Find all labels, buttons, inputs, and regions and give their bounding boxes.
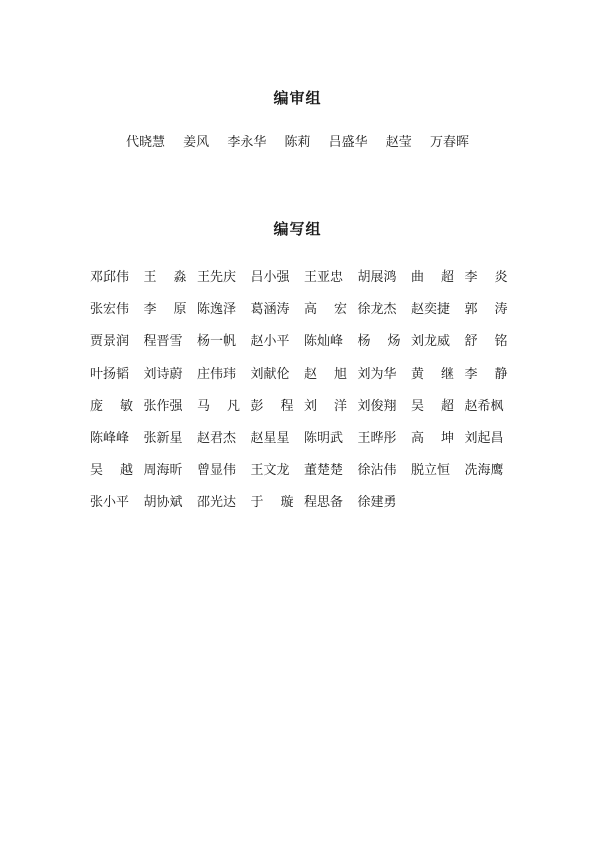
writing-member-grid — [90, 266, 510, 524]
writing-member: 张作强 — [143, 398, 183, 414]
writing-member: 陈峰峰 — [90, 430, 130, 446]
writing-member: 程思备 — [304, 495, 344, 511]
writing-member: 陈明武 — [304, 430, 344, 446]
writing-member: 于 璇 — [250, 495, 294, 511]
writing-member: 胡协斌 — [143, 495, 183, 511]
writing-member: 徐龙杰 — [357, 302, 397, 318]
writing-member: 徐沾伟 — [357, 463, 397, 479]
writing-member: 吴 超 — [411, 398, 454, 414]
writing-member: 吴 越 — [90, 463, 133, 479]
review-member: 李永华 — [227, 135, 267, 150]
writing-group-title: 编写组 — [273, 220, 322, 238]
writing-member: 赵 旭 — [304, 366, 347, 382]
writing-member: 郭 涛 — [464, 302, 508, 318]
writing-member: 刘龙威 — [411, 334, 451, 350]
review-member: 姜风 — [183, 135, 210, 150]
writing-member: 王先庆 — [197, 270, 237, 285]
writing-member: 贾景润 — [90, 334, 130, 350]
writing-member: 陈灿峰 — [304, 334, 344, 350]
writing-member: 徐建勇 — [357, 495, 397, 511]
writing-member: 曾显伟 — [197, 463, 237, 479]
writing-member: 高 宏 — [304, 302, 347, 318]
writing-member: 王亚忠 — [304, 270, 344, 285]
writing-member: 陈逸泽 — [197, 302, 237, 318]
writing-member: 程晋雪 — [143, 334, 183, 350]
writing-member: 刘俊翔 — [357, 398, 397, 414]
writing-member: 赵希枫 — [464, 398, 504, 414]
review-member-list — [0, 131, 595, 150]
writing-member: 舒 铭 — [464, 334, 508, 350]
writing-member: 张宏伟 — [90, 302, 130, 318]
writing-member: 赵奕捷 — [411, 302, 451, 318]
writing-member: 张小平 — [90, 495, 130, 511]
writing-member: 邓邱伟 — [90, 270, 130, 285]
writing-member: 刘诗蔚 — [143, 366, 183, 382]
writing-member: 高 坤 — [411, 430, 454, 446]
review-member: 陈莉 — [284, 135, 311, 150]
writing-member: 马 凡 — [197, 398, 240, 414]
writing-member: 李 静 — [464, 366, 508, 382]
writing-member: 庄伟玮 — [197, 366, 237, 382]
writing-member: 李 炎 — [464, 270, 508, 285]
writing-member: 王晔彤 — [357, 430, 397, 446]
writing-member: 庞 敏 — [90, 398, 133, 414]
review-member: 赵莹 — [385, 135, 412, 150]
writing-member: 彭 程 — [250, 398, 294, 414]
writing-member: 脱立恒 — [411, 463, 451, 479]
writing-member: 张新星 — [143, 430, 183, 446]
writing-member: 冼海鹰 — [464, 463, 504, 479]
review-group-title: 编审组 — [273, 89, 322, 107]
writing-member: 刘起昌 — [464, 430, 504, 446]
writing-member: 王 淼 — [143, 270, 187, 285]
review-member: 代晓慧 — [126, 135, 166, 150]
writing-member: 吕小强 — [250, 270, 290, 285]
writing-member: 杨 炀 — [357, 334, 401, 350]
writing-member: 杨一帆 — [197, 334, 237, 350]
writing-member: 胡展鸿 — [357, 270, 397, 285]
review-member: 吕盛华 — [328, 135, 368, 150]
writing-member: 黄 继 — [411, 366, 454, 382]
review-member: 万春晖 — [429, 135, 469, 150]
writing-member: 曲 超 — [411, 270, 454, 285]
writing-member: 李 原 — [143, 302, 187, 318]
writing-member: 刘献伦 — [250, 366, 290, 382]
writing-member: 赵星星 — [250, 430, 290, 446]
writing-member: 刘为华 — [357, 366, 397, 382]
writing-member: 周海昕 — [143, 463, 183, 479]
writing-member: 王文龙 — [250, 463, 290, 479]
writing-member: 董楚楚 — [304, 463, 344, 479]
writing-member: 葛涵涛 — [250, 302, 290, 318]
writing-member: 叶扬韬 — [90, 366, 130, 382]
writing-member: 赵君杰 — [197, 430, 237, 446]
writing-member: 赵小平 — [250, 334, 290, 350]
writing-member: 刘 洋 — [304, 398, 347, 414]
writing-member: 邵光达 — [197, 495, 237, 511]
